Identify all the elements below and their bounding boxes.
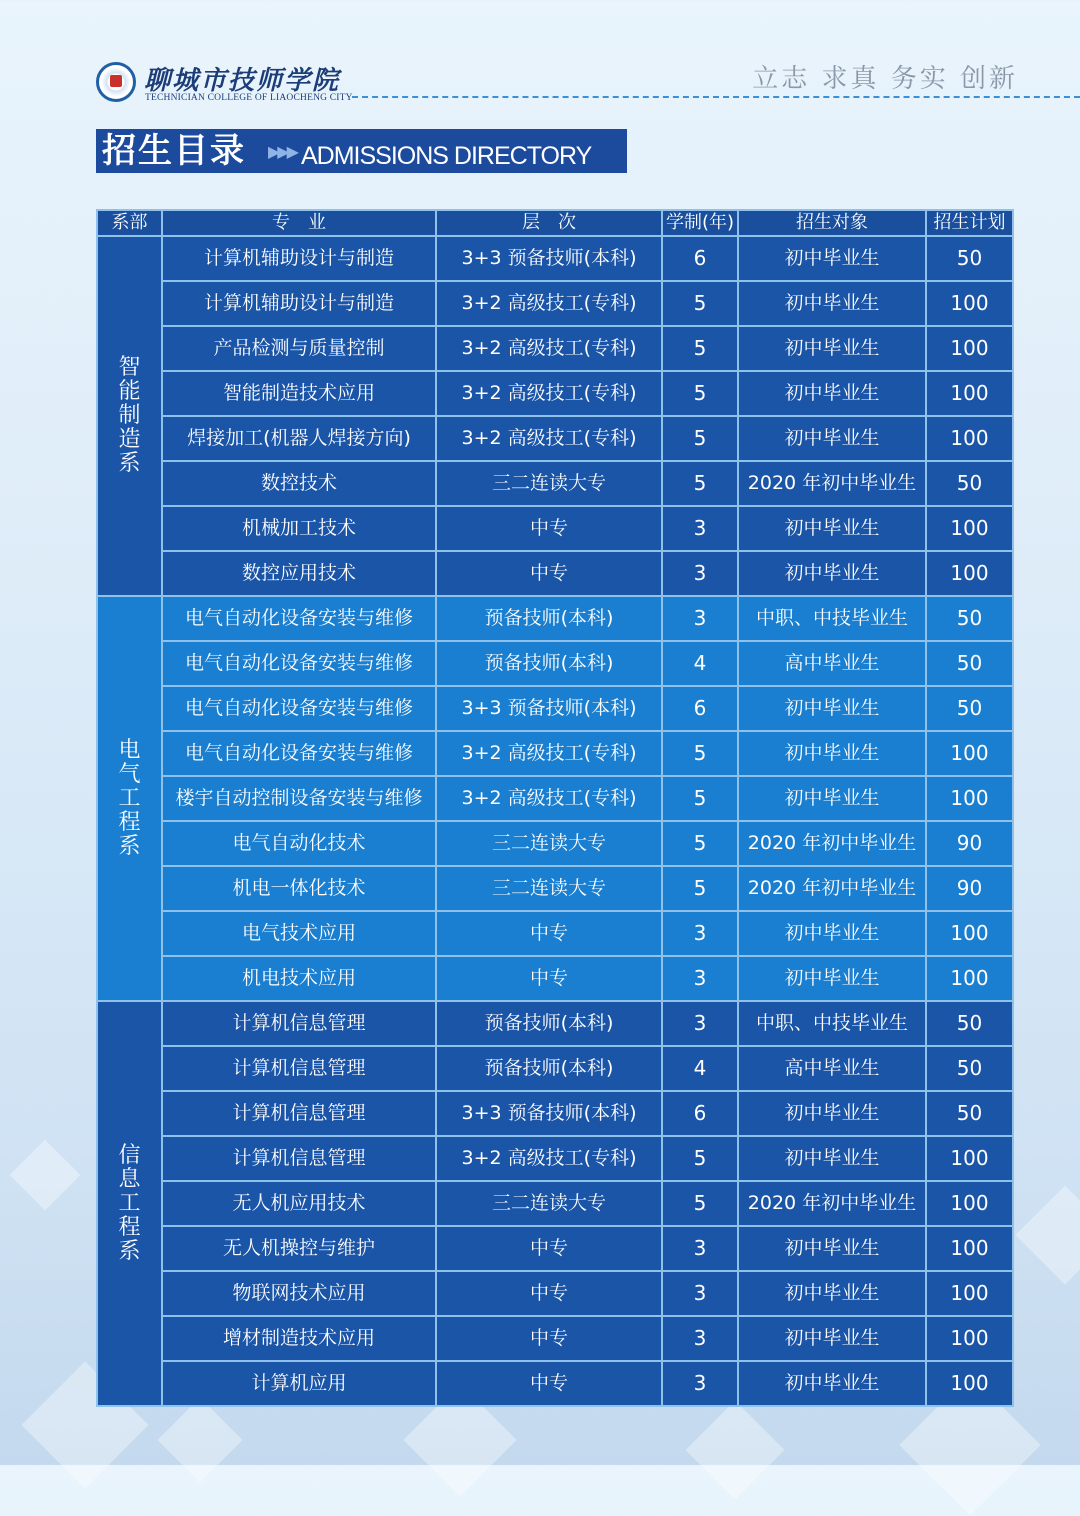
school-name: 聊城市技师学院 xyxy=(144,66,341,96)
table-header-row xyxy=(97,210,1013,236)
major-cell: 数控应用技术 xyxy=(162,551,436,596)
level-cell: 3+2 高级技工(专科) xyxy=(436,416,662,461)
level-cell: 3+2 高级技工(专科) xyxy=(436,731,662,776)
major-cell: 无人机操控与维护 xyxy=(162,1226,436,1271)
section-title-en: ADMISSIONS DIRECTORY xyxy=(301,142,592,170)
plan-cell: 100 xyxy=(926,1361,1013,1406)
major-cell: 焊接加工(机器人焊接方向) xyxy=(162,416,436,461)
plan-cell: 100 xyxy=(926,326,1013,371)
plan-cell: 50 xyxy=(926,1001,1013,1046)
years-cell: 3 xyxy=(662,551,738,596)
decor-square xyxy=(1016,1186,1080,1285)
plan-cell: 100 xyxy=(926,1271,1013,1316)
plan-cell: 50 xyxy=(926,596,1013,641)
table-row xyxy=(97,1226,1013,1271)
target-cell: 中职、中技毕业生 xyxy=(738,1001,926,1046)
target-cell: 初中毕业生 xyxy=(738,1271,926,1316)
target-cell: 初中毕业生 xyxy=(738,731,926,776)
col-header-years: 学制(年) xyxy=(662,210,738,236)
level-cell: 中专 xyxy=(436,551,662,596)
plan-cell: 50 xyxy=(926,1046,1013,1091)
level-cell: 中专 xyxy=(436,956,662,1001)
table-row xyxy=(97,236,1013,281)
plan-cell: 100 xyxy=(926,731,1013,776)
plan-cell: 50 xyxy=(926,641,1013,686)
major-cell: 智能制造技术应用 xyxy=(162,371,436,416)
major-cell: 电气自动化设备安装与维修 xyxy=(162,686,436,731)
years-cell: 6 xyxy=(662,236,738,281)
col-header-major: 专 业 xyxy=(162,210,436,236)
major-cell: 电气技术应用 xyxy=(162,911,436,956)
major-cell: 计算机信息管理 xyxy=(162,1091,436,1136)
plan-cell: 100 xyxy=(926,416,1013,461)
major-cell: 计算机辅助设计与制造 xyxy=(162,236,436,281)
target-cell: 初中毕业生 xyxy=(738,686,926,731)
level-cell: 3+3 预备技师(本科) xyxy=(436,1091,662,1136)
dept-cell xyxy=(97,1001,162,1406)
years-cell: 5 xyxy=(662,281,738,326)
table-row xyxy=(97,1361,1013,1406)
years-cell: 5 xyxy=(662,461,738,506)
level-cell: 预备技师(本科) xyxy=(436,596,662,641)
dept-label: 电气工程系 xyxy=(118,737,141,859)
plan-cell: 50 xyxy=(926,236,1013,281)
level-cell: 3+2 高级技工(专科) xyxy=(436,326,662,371)
years-cell: 5 xyxy=(662,1181,738,1226)
col-header-dept: 系部 xyxy=(97,210,162,236)
level-cell: 3+2 高级技工(专科) xyxy=(436,281,662,326)
table-row xyxy=(97,956,1013,1001)
major-cell: 计算机应用 xyxy=(162,1361,436,1406)
years-cell: 4 xyxy=(662,641,738,686)
decor-square xyxy=(686,1401,785,1500)
target-cell: 2020 年初中毕业生 xyxy=(738,1181,926,1226)
level-cell: 预备技师(本科) xyxy=(436,641,662,686)
table-row xyxy=(97,866,1013,911)
years-cell: 3 xyxy=(662,956,738,1001)
plan-cell: 100 xyxy=(926,1181,1013,1226)
major-cell: 计算机信息管理 xyxy=(162,1136,436,1181)
table-row xyxy=(97,596,1013,641)
target-cell: 初中毕业生 xyxy=(738,551,926,596)
target-cell: 初中毕业生 xyxy=(738,416,926,461)
target-cell: 初中毕业生 xyxy=(738,506,926,551)
major-cell: 楼宇自动控制设备安装与维修 xyxy=(162,776,436,821)
major-cell: 计算机信息管理 xyxy=(162,1001,436,1046)
table-row xyxy=(97,371,1013,416)
level-cell: 3+2 高级技工(专科) xyxy=(436,776,662,821)
plan-cell: 100 xyxy=(926,1316,1013,1361)
target-cell: 2020 年初中毕业生 xyxy=(738,461,926,506)
major-cell: 电气自动化设备安装与维修 xyxy=(162,641,436,686)
years-cell: 3 xyxy=(662,596,738,641)
target-cell: 高中毕业生 xyxy=(738,1046,926,1091)
dept-cell xyxy=(97,236,162,596)
years-cell: 3 xyxy=(662,506,738,551)
level-cell: 三二连读大专 xyxy=(436,1181,662,1226)
target-cell: 初中毕业生 xyxy=(738,326,926,371)
target-cell: 初中毕业生 xyxy=(738,956,926,1001)
level-cell: 3+3 预备技师(本科) xyxy=(436,686,662,731)
target-cell: 初中毕业生 xyxy=(738,236,926,281)
section-title xyxy=(96,129,627,173)
target-cell: 中职、中技毕业生 xyxy=(738,596,926,641)
dept-cell xyxy=(97,596,162,1001)
dept-label: 信息工程系 xyxy=(118,1142,141,1264)
target-cell: 初中毕业生 xyxy=(738,1361,926,1406)
table-row xyxy=(97,1136,1013,1181)
years-cell: 4 xyxy=(662,1046,738,1091)
major-cell: 电气自动化设备安装与维修 xyxy=(162,596,436,641)
major-cell: 计算机信息管理 xyxy=(162,1046,436,1091)
table-row xyxy=(97,821,1013,866)
target-cell: 初中毕业生 xyxy=(738,776,926,821)
target-cell: 2020 年初中毕业生 xyxy=(738,821,926,866)
plan-cell: 100 xyxy=(926,1136,1013,1181)
major-cell: 计算机辅助设计与制造 xyxy=(162,281,436,326)
table-row xyxy=(97,281,1013,326)
plan-cell: 100 xyxy=(926,281,1013,326)
target-cell: 2020 年初中毕业生 xyxy=(738,866,926,911)
years-cell: 3 xyxy=(662,1271,738,1316)
major-cell: 机电技术应用 xyxy=(162,956,436,1001)
school-motto: 立志 求真 务实 创新 xyxy=(752,64,1018,94)
plan-cell: 100 xyxy=(926,506,1013,551)
decor-square xyxy=(158,1398,243,1483)
years-cell: 5 xyxy=(662,371,738,416)
years-cell: 3 xyxy=(662,1361,738,1406)
admissions-table xyxy=(96,209,1014,1407)
years-cell: 5 xyxy=(662,1136,738,1181)
page-header xyxy=(0,0,1080,110)
target-cell: 初中毕业生 xyxy=(738,1316,926,1361)
major-cell: 增材制造技术应用 xyxy=(162,1316,436,1361)
years-cell: 5 xyxy=(662,731,738,776)
major-cell: 机电一体化技术 xyxy=(162,866,436,911)
years-cell: 6 xyxy=(662,686,738,731)
plan-cell: 100 xyxy=(926,551,1013,596)
major-cell: 产品检测与质量控制 xyxy=(162,326,436,371)
plan-cell: 90 xyxy=(926,821,1013,866)
plan-cell: 100 xyxy=(926,956,1013,1001)
plan-cell: 50 xyxy=(926,686,1013,731)
major-cell: 机械加工技术 xyxy=(162,506,436,551)
table-row xyxy=(97,1091,1013,1136)
years-cell: 5 xyxy=(662,776,738,821)
target-cell: 初中毕业生 xyxy=(738,911,926,956)
level-cell: 3+2 高级技工(专科) xyxy=(436,1136,662,1181)
major-cell: 数控技术 xyxy=(162,461,436,506)
table-row xyxy=(97,1181,1013,1226)
dept-label: 智能制造系 xyxy=(118,355,141,476)
plan-cell: 50 xyxy=(926,461,1013,506)
table-row xyxy=(97,1001,1013,1046)
table-row xyxy=(97,1271,1013,1316)
table-row xyxy=(97,1316,1013,1361)
header-divider xyxy=(352,96,1080,98)
target-cell: 高中毕业生 xyxy=(738,641,926,686)
level-cell: 中专 xyxy=(436,1361,662,1406)
target-cell: 初中毕业生 xyxy=(738,281,926,326)
level-cell: 中专 xyxy=(436,506,662,551)
level-cell: 三二连读大专 xyxy=(436,461,662,506)
plan-cell: 100 xyxy=(926,1226,1013,1271)
plan-cell: 90 xyxy=(926,866,1013,911)
level-cell: 三二连读大专 xyxy=(436,866,662,911)
major-cell: 电气自动化设备安装与维修 xyxy=(162,731,436,776)
level-cell: 中专 xyxy=(436,1226,662,1271)
level-cell: 3+3 预备技师(本科) xyxy=(436,236,662,281)
section-title-cn: 招生目录 xyxy=(102,131,246,171)
table-row xyxy=(97,506,1013,551)
table-row xyxy=(97,641,1013,686)
level-cell: 预备技师(本科) xyxy=(436,1046,662,1091)
table-row xyxy=(97,911,1013,956)
col-header-level: 层 次 xyxy=(436,210,662,236)
target-cell: 初中毕业生 xyxy=(738,1091,926,1136)
years-cell: 5 xyxy=(662,416,738,461)
level-cell: 中专 xyxy=(436,911,662,956)
level-cell: 3+2 高级技工(专科) xyxy=(436,371,662,416)
plan-cell: 50 xyxy=(926,1091,1013,1136)
table-row xyxy=(97,416,1013,461)
plan-cell: 100 xyxy=(926,776,1013,821)
table-row xyxy=(97,551,1013,596)
plan-cell: 100 xyxy=(926,371,1013,416)
school-emblem-icon xyxy=(96,62,136,102)
years-cell: 3 xyxy=(662,1316,738,1361)
col-header-plan: 招生计划 xyxy=(926,210,1013,236)
years-cell: 3 xyxy=(662,1226,738,1271)
decor-square xyxy=(10,1140,81,1211)
years-cell: 5 xyxy=(662,821,738,866)
major-cell: 电气自动化技术 xyxy=(162,821,436,866)
table-row xyxy=(97,776,1013,821)
school-name-en: TECHNICIAN COLLEGE OF LIAOCHENG CITY xyxy=(145,93,353,103)
major-cell: 无人机应用技术 xyxy=(162,1181,436,1226)
double-chevron-icon: ▶▶▶ xyxy=(268,142,296,161)
level-cell: 三二连读大专 xyxy=(436,821,662,866)
target-cell: 初中毕业生 xyxy=(738,1136,926,1181)
table-row xyxy=(97,461,1013,506)
table-row xyxy=(97,1046,1013,1091)
table-row xyxy=(97,326,1013,371)
major-cell: 物联网技术应用 xyxy=(162,1271,436,1316)
years-cell: 5 xyxy=(662,326,738,371)
col-header-target: 招生对象 xyxy=(738,210,926,236)
target-cell: 初中毕业生 xyxy=(738,371,926,416)
years-cell: 3 xyxy=(662,1001,738,1046)
level-cell: 中专 xyxy=(436,1271,662,1316)
years-cell: 6 xyxy=(662,1091,738,1136)
target-cell: 初中毕业生 xyxy=(738,1226,926,1271)
level-cell: 预备技师(本科) xyxy=(436,1001,662,1046)
table-row xyxy=(97,731,1013,776)
level-cell: 中专 xyxy=(436,1316,662,1361)
years-cell: 3 xyxy=(662,911,738,956)
years-cell: 5 xyxy=(662,866,738,911)
plan-cell: 100 xyxy=(926,911,1013,956)
table-row xyxy=(97,686,1013,731)
